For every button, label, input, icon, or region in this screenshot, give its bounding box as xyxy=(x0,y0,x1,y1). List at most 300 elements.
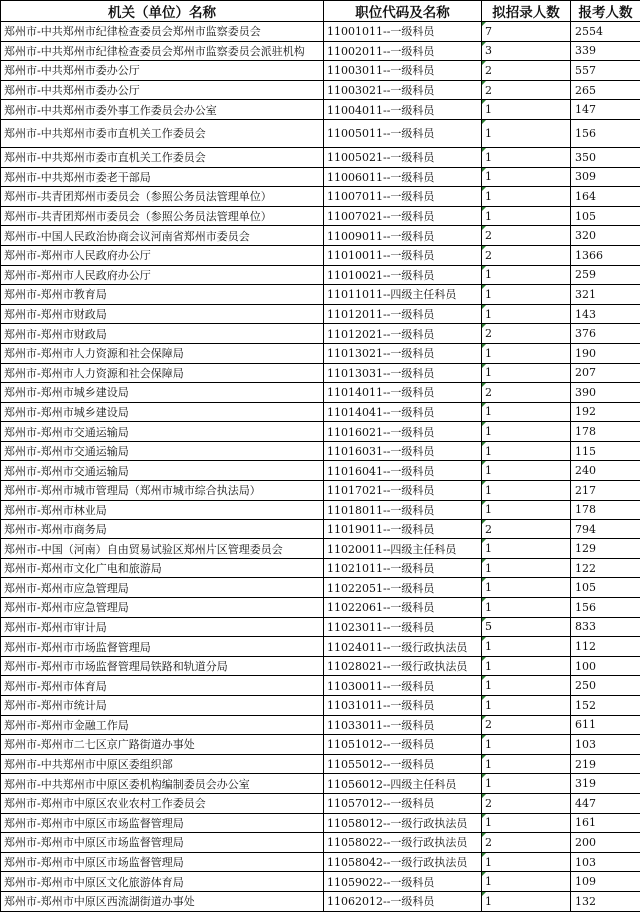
recruit-cell xyxy=(482,735,571,755)
applicants-cell xyxy=(571,441,640,461)
applicants-cell-text: 156 xyxy=(575,127,596,140)
cell-corner-marker xyxy=(482,305,486,309)
recruit-cell-text: 1 xyxy=(485,464,492,477)
dept-cell xyxy=(1,206,324,226)
dept-cell-text: 郑州市-中共郑州市中原区委组织部 xyxy=(4,758,173,771)
dept-cell xyxy=(1,167,324,187)
position-cell xyxy=(324,61,482,81)
recruit-cell xyxy=(482,167,571,187)
dept-cell-text: 郑州市-郑州市财政局 xyxy=(4,308,107,321)
applicants-cell xyxy=(571,167,640,187)
dept-cell-text: 郑州市-郑州市教育局 xyxy=(4,288,107,301)
position-cell xyxy=(324,481,482,501)
dept-cell xyxy=(1,500,324,520)
dept-cell xyxy=(1,656,324,676)
dept-cell xyxy=(1,793,324,813)
position-cell-text: 11014011--一级科员 xyxy=(327,386,434,399)
recruit-cell xyxy=(482,696,571,716)
applicants-cell-text: 250 xyxy=(575,679,596,692)
recruit-cell xyxy=(482,22,571,42)
cell-corner-marker xyxy=(482,618,486,622)
position-cell-text: 11058042--一级行政执法员 xyxy=(327,856,467,869)
recruit-cell xyxy=(482,383,571,403)
dept-cell xyxy=(1,22,324,42)
position-cell-text: 11002011--一级科员 xyxy=(327,45,434,58)
dept-cell-text: 郑州市-郑州市交通运输局 xyxy=(4,445,129,458)
recruit-cell-text: 2 xyxy=(485,386,492,399)
applicants-cell xyxy=(571,833,640,853)
position-cell-text: 11058012--一级行政执法员 xyxy=(327,817,467,830)
dept-cell xyxy=(1,481,324,501)
recruit-cell-text: 1 xyxy=(485,288,492,301)
dept-cell xyxy=(1,696,324,716)
recruit-cell xyxy=(482,147,571,167)
recruit-cell xyxy=(482,539,571,559)
position-cell xyxy=(324,637,482,657)
dept-cell-text: 郑州市-郑州市应急管理局 xyxy=(4,601,129,614)
applicants-cell-text: 112 xyxy=(575,640,596,653)
cell-corner-marker xyxy=(482,578,486,582)
applicants-cell-text: 833 xyxy=(575,620,596,633)
applicants-cell-text: 259 xyxy=(575,268,596,281)
dept-cell xyxy=(1,715,324,735)
recruit-cell-text: 1 xyxy=(485,856,492,869)
dept-cell-text: 郑州市-郑州市商务局 xyxy=(4,523,107,536)
cell-corner-marker xyxy=(482,774,486,778)
table-row xyxy=(1,61,640,81)
dept-cell-text: 郑州市-中共郑州市委办公厅 xyxy=(4,84,140,97)
recruit-cell xyxy=(482,754,571,774)
position-cell xyxy=(324,735,482,755)
cell-corner-marker xyxy=(482,676,486,680)
recruit-cell xyxy=(482,80,571,100)
dept-cell-text: 郑州市-郑州市交通运输局 xyxy=(4,465,129,478)
recruit-cell-text: 1 xyxy=(485,127,492,140)
applicants-cell xyxy=(571,119,640,147)
applicants-cell xyxy=(571,598,640,618)
table-row xyxy=(1,245,640,265)
applicants-cell-text: 557 xyxy=(575,64,596,77)
cell-corner-marker xyxy=(482,637,486,641)
applicants-cell xyxy=(571,793,640,813)
recruit-cell-text: 2 xyxy=(485,523,492,536)
table-row xyxy=(1,383,640,403)
applicants-cell-text: 115 xyxy=(575,445,596,458)
dept-cell-text: 郑州市-郑州市中原区农业农村工作委员会 xyxy=(4,797,206,810)
applicants-cell-text: 103 xyxy=(575,738,596,751)
recruit-cell xyxy=(482,245,571,265)
dept-cell xyxy=(1,265,324,285)
applicants-cell-text: 129 xyxy=(575,542,596,555)
position-cell-text: 11013021--一级科员 xyxy=(327,347,434,360)
applicants-cell-text: 794 xyxy=(575,523,596,536)
position-cell xyxy=(324,343,482,363)
cell-corner-marker xyxy=(482,892,486,896)
recruit-cell xyxy=(482,578,571,598)
cell-corner-marker xyxy=(482,364,486,368)
recruit-cell xyxy=(482,872,571,892)
dept-cell xyxy=(1,383,324,403)
position-cell xyxy=(324,22,482,42)
recruit-cell xyxy=(482,891,571,911)
applicants-cell xyxy=(571,304,640,324)
recruit-cell xyxy=(482,422,571,442)
cell-corner-marker xyxy=(482,794,486,798)
table-row xyxy=(1,500,640,520)
position-cell-text: 11007011--一级科员 xyxy=(327,190,434,203)
recruit-cell xyxy=(482,61,571,81)
position-cell xyxy=(324,383,482,403)
table-row xyxy=(1,363,640,383)
dept-cell-text: 郑州市-郑州市中原区市场监督管理局 xyxy=(4,836,184,849)
dept-cell xyxy=(1,578,324,598)
table-row xyxy=(1,833,640,853)
recruit-cell-text: 2 xyxy=(485,797,492,810)
recruit-cell-text: 2 xyxy=(485,84,492,97)
cell-corner-marker xyxy=(482,872,486,876)
recruit-cell-text: 1 xyxy=(485,268,492,281)
recruit-cell-text: 3 xyxy=(485,44,492,57)
position-cell xyxy=(324,119,482,147)
recruit-cell xyxy=(482,852,571,872)
cell-corner-marker xyxy=(482,539,486,543)
recruit-cell-text: 1 xyxy=(485,777,492,790)
applicants-cell xyxy=(571,422,640,442)
position-cell xyxy=(324,461,482,481)
dept-cell xyxy=(1,147,324,167)
table-row xyxy=(1,872,640,892)
table-row xyxy=(1,226,640,246)
applicants-cell xyxy=(571,41,640,61)
dept-cell-text: 郑州市-郑州市人力资源和社会保障局 xyxy=(4,347,184,360)
dept-cell-text: 郑州市-郑州市城乡建设局 xyxy=(4,406,129,419)
cell-corner-marker xyxy=(482,148,486,152)
table-row xyxy=(1,147,640,167)
applicants-cell xyxy=(571,656,640,676)
dept-cell xyxy=(1,558,324,578)
table-row xyxy=(1,558,640,578)
table-row xyxy=(1,119,640,147)
table-row xyxy=(1,167,640,187)
table-row xyxy=(1,578,640,598)
recruit-cell-text: 7 xyxy=(485,25,492,38)
applicants-cell xyxy=(571,22,640,42)
recruit-cell xyxy=(482,265,571,285)
position-cell-text: 11022061--一级科员 xyxy=(327,601,434,614)
position-cell xyxy=(324,754,482,774)
recruit-cell xyxy=(482,500,571,520)
position-cell xyxy=(324,520,482,539)
recruit-cell-text: 1 xyxy=(485,816,492,829)
cell-corner-marker xyxy=(482,559,486,563)
applicants-cell xyxy=(571,715,640,735)
position-cell-text: 11031011--一级科员 xyxy=(327,699,434,712)
table-row xyxy=(1,813,640,833)
applicants-cell-text: 200 xyxy=(575,836,596,849)
recruit-cell xyxy=(482,715,571,735)
recruit-cell xyxy=(482,676,571,696)
position-cell xyxy=(324,793,482,813)
dept-cell-text: 郑州市-郑州市市场监督管理局 xyxy=(4,641,151,654)
applicants-cell xyxy=(571,852,640,872)
recruit-cell-text: 5 xyxy=(485,620,492,633)
dept-cell xyxy=(1,119,324,147)
table-row xyxy=(1,206,640,226)
dept-cell xyxy=(1,245,324,265)
dept-cell xyxy=(1,735,324,755)
position-cell xyxy=(324,324,482,344)
position-cell-text: 11016031--一级科员 xyxy=(327,445,434,458)
position-cell xyxy=(324,500,482,520)
table-row xyxy=(1,676,640,696)
applicants-cell xyxy=(571,206,640,226)
position-cell xyxy=(324,598,482,618)
dept-cell xyxy=(1,539,324,559)
position-cell-text: 11056012--四级主任科员 xyxy=(327,778,456,791)
table-row xyxy=(1,441,640,461)
dept-cell-text: 郑州市-中国（河南）自由贸易试验区郑州片区管理委员会 xyxy=(4,543,283,556)
table-row xyxy=(1,696,640,716)
table-row xyxy=(1,422,640,442)
recruit-cell-text: 1 xyxy=(485,562,492,575)
position-cell xyxy=(324,813,482,833)
recruit-cell-text: 1 xyxy=(485,542,492,555)
dept-cell xyxy=(1,637,324,657)
dept-cell-text: 郑州市-中共郑州市委办公厅 xyxy=(4,64,140,77)
dept-cell-text: 郑州市-郑州市应急管理局 xyxy=(4,582,129,595)
table-row xyxy=(1,481,640,501)
dept-cell xyxy=(1,304,324,324)
position-cell-text: 11012021--一级科员 xyxy=(327,328,434,341)
dept-cell xyxy=(1,402,324,422)
cell-corner-marker xyxy=(482,501,486,505)
dept-cell-text: 郑州市-中共郑州市中原区委机构编制委员会办公室 xyxy=(4,778,250,791)
applicants-cell-text: 178 xyxy=(575,425,596,438)
applicants-cell xyxy=(571,813,640,833)
table-row xyxy=(1,41,640,61)
applicants-cell-text: 447 xyxy=(575,797,596,810)
dept-cell-text: 郑州市-郑州市城市管理局（郑州市城市综合执法局） xyxy=(4,484,261,497)
applicants-cell xyxy=(571,735,640,755)
recruit-cell-text: 1 xyxy=(485,210,492,223)
recruit-cell-text: 1 xyxy=(485,581,492,594)
cell-corner-marker xyxy=(482,657,486,661)
dept-cell xyxy=(1,813,324,833)
cell-corner-marker xyxy=(482,853,486,857)
position-cell-text: 11001011--一级科员 xyxy=(327,25,434,38)
applicants-cell-text: 152 xyxy=(575,699,596,712)
table-row xyxy=(1,304,640,324)
cell-corner-marker xyxy=(482,285,486,289)
position-cell xyxy=(324,676,482,696)
table-row xyxy=(1,539,640,559)
dept-cell xyxy=(1,343,324,363)
recruit-cell xyxy=(482,813,571,833)
recruit-cell xyxy=(482,100,571,120)
recruit-cell-text: 2 xyxy=(485,327,492,340)
dept-cell-text: 郑州市-郑州市中原区市场监督管理局 xyxy=(4,817,184,830)
recruit-cell-text: 1 xyxy=(485,660,492,673)
position-cell xyxy=(324,363,482,383)
applicants-cell xyxy=(571,226,640,246)
position-cell xyxy=(324,696,482,716)
recruit-cell xyxy=(482,774,571,794)
table-row xyxy=(1,343,640,363)
position-cell xyxy=(324,100,482,120)
cell-corner-marker xyxy=(482,481,486,485)
applicants-cell-text: 350 xyxy=(575,151,596,164)
dept-cell xyxy=(1,187,324,207)
applicants-cell xyxy=(571,891,640,911)
dept-cell xyxy=(1,774,324,794)
recruit-cell xyxy=(482,793,571,813)
recruit-cell xyxy=(482,119,571,147)
recruit-cell-text: 1 xyxy=(485,601,492,614)
position-cell xyxy=(324,147,482,167)
position-cell xyxy=(324,656,482,676)
position-cell-text: 11003021--一级科员 xyxy=(327,84,434,97)
applicants-cell-text: 192 xyxy=(575,405,596,418)
recruit-cell xyxy=(482,285,571,305)
recruit-cell-text: 1 xyxy=(485,425,492,438)
applicants-cell-text: 190 xyxy=(575,347,596,360)
recruit-cell xyxy=(482,598,571,618)
recruit-cell xyxy=(482,402,571,422)
recruit-cell-text: 2 xyxy=(485,718,492,731)
applicants-cell-text: 319 xyxy=(575,777,596,790)
recruit-cell-text: 1 xyxy=(485,640,492,653)
cell-corner-marker xyxy=(482,42,486,46)
applicants-cell xyxy=(571,100,640,120)
cell-corner-marker xyxy=(482,266,486,270)
applicants-cell xyxy=(571,324,640,344)
dept-cell-text: 郑州市-郑州市金融工作局 xyxy=(4,719,129,732)
position-cell-text: 11057012--一级科员 xyxy=(327,797,434,810)
applicants-cell xyxy=(571,872,640,892)
cell-corner-marker xyxy=(482,716,486,720)
dept-cell-text: 郑州市-郑州市人民政府办公厅 xyxy=(4,249,151,262)
table-row xyxy=(1,80,640,100)
applicants-cell xyxy=(571,539,640,559)
position-cell-text: 11059022--一级科员 xyxy=(327,876,434,889)
position-cell-text: 11016041--一级科员 xyxy=(327,465,434,478)
recruit-cell-text: 1 xyxy=(485,875,492,888)
table-row xyxy=(1,461,640,481)
dept-cell xyxy=(1,852,324,872)
recruit-cell xyxy=(482,324,571,344)
cell-corner-marker xyxy=(482,833,486,837)
applicants-cell xyxy=(571,578,640,598)
dept-cell-text: 郑州市-郑州市中原区市场监督管理局 xyxy=(4,856,184,869)
dept-cell-text: 郑州市-郑州市人民政府办公厅 xyxy=(4,269,151,282)
applicants-cell-text: 105 xyxy=(575,210,596,223)
applicants-cell xyxy=(571,363,640,383)
table-row xyxy=(1,22,640,42)
dept-cell xyxy=(1,833,324,853)
dept-cell-text: 郑州市-郑州市林业局 xyxy=(4,504,107,517)
position-cell-text: 11024011--一级行政执法员 xyxy=(327,641,467,654)
dept-cell-text: 郑州市-中共郑州市委市直机关工作委员会 xyxy=(4,151,206,164)
dept-cell xyxy=(1,891,324,911)
position-cell-text: 11019011--一级科员 xyxy=(327,523,434,536)
dept-cell-text: 郑州市-郑州市财政局 xyxy=(4,328,107,341)
position-cell-text: 11005011--一级科员 xyxy=(327,127,434,140)
dept-cell-text: 郑州市-郑州市二七区京广路街道办事处 xyxy=(4,738,195,751)
dept-cell xyxy=(1,363,324,383)
header-row xyxy=(1,1,640,22)
recruit-cell-text: 1 xyxy=(485,738,492,751)
applicants-cell-text: 207 xyxy=(575,366,596,379)
position-cell xyxy=(324,441,482,461)
position-cell xyxy=(324,852,482,872)
applicants-cell-text: 339 xyxy=(575,44,596,57)
cell-corner-marker xyxy=(482,120,486,124)
table-row xyxy=(1,891,640,911)
position-cell-text: 11012011--一级科员 xyxy=(327,308,434,321)
dept-cell-text: 郑州市-中国人民政治协商会议河南省郑州市委员会 xyxy=(4,230,250,243)
dept-cell-text: 郑州市-郑州市审计局 xyxy=(4,621,107,634)
applicants-cell xyxy=(571,187,640,207)
recruit-cell-text: 1 xyxy=(485,503,492,516)
applicants-cell xyxy=(571,520,640,539)
cell-corner-marker xyxy=(482,461,486,465)
cell-corner-marker xyxy=(482,696,486,700)
recruit-cell-text: 1 xyxy=(485,405,492,418)
applicants-cell-text: 2554 xyxy=(575,25,603,38)
recruit-cell xyxy=(482,343,571,363)
applicants-cell-text: 390 xyxy=(575,386,596,399)
recruit-cell xyxy=(482,187,571,207)
recruit-cell xyxy=(482,363,571,383)
recruit-cell xyxy=(482,441,571,461)
header-recruit: 拟招录人数 xyxy=(482,1,571,22)
position-cell-text: 11010011--一级科员 xyxy=(327,249,434,262)
applicants-cell-text: 178 xyxy=(575,503,596,516)
table-row xyxy=(1,793,640,813)
applicants-cell-text: 143 xyxy=(575,308,596,321)
recruit-cell xyxy=(482,461,571,481)
applicants-cell xyxy=(571,617,640,637)
dept-cell xyxy=(1,100,324,120)
applicants-cell xyxy=(571,80,640,100)
applicants-cell xyxy=(571,61,640,81)
position-cell xyxy=(324,304,482,324)
dept-cell xyxy=(1,441,324,461)
recruit-cell xyxy=(482,656,571,676)
dept-cell-text: 郑州市-郑州市中原区文化旅游体育局 xyxy=(4,876,184,889)
cell-corner-marker xyxy=(482,403,486,407)
applicants-cell-text: 122 xyxy=(575,562,596,575)
position-cell-text: 11011011--四级主任科员 xyxy=(327,288,456,301)
position-cell-text: 11055012--一级科员 xyxy=(327,758,434,771)
recruit-cell xyxy=(482,558,571,578)
position-cell-text: 11051012--一级科员 xyxy=(327,738,434,751)
applicants-cell-text: 321 xyxy=(575,288,596,301)
position-cell-text: 11009011--一级科员 xyxy=(327,230,434,243)
dept-cell xyxy=(1,285,324,305)
position-cell-text: 11023011--一级科员 xyxy=(327,621,434,634)
recruit-cell xyxy=(482,226,571,246)
dept-cell xyxy=(1,324,324,344)
dept-cell xyxy=(1,461,324,481)
position-cell xyxy=(324,206,482,226)
dept-cell-text: 郑州市-郑州市中原区西流湖街道办事处 xyxy=(4,895,195,908)
dept-cell-text: 郑州市-中共郑州市委老干部局 xyxy=(4,171,151,184)
position-cell-text: 11006011--一级科员 xyxy=(327,171,434,184)
table-row xyxy=(1,852,640,872)
recruit-cell-text: 1 xyxy=(485,151,492,164)
applicants-cell-text: 265 xyxy=(575,84,596,97)
